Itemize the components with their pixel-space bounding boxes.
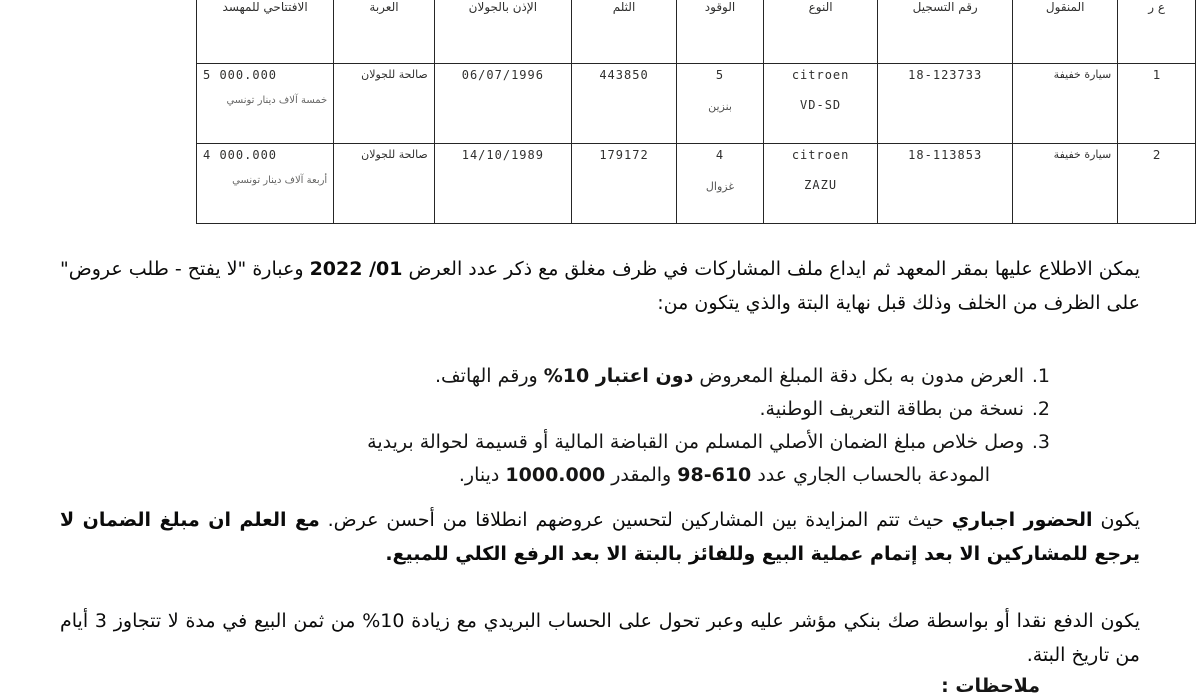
required-documents-list (50, 360, 1050, 492)
item-label: سيارة خفيفة (1053, 68, 1112, 81)
fuel-type: غزوال (705, 180, 735, 193)
opening-price: 4 000.000 (203, 148, 278, 162)
brand: citroen (791, 68, 850, 82)
circulation-date: 14/10/1989 (461, 148, 544, 162)
table-row (197, 144, 1196, 224)
fuel-type: بنزين (708, 100, 732, 113)
list-item (50, 393, 1050, 426)
list-text: المودعة بالحساب الجاري عدد (751, 464, 990, 486)
notes-heading: ملاحظات : (941, 675, 1040, 697)
paragraph-bold-text: مع العلم ان مبلغ الضمان لا يرجع للمشاركين الا بعد إتمام عملية البيع وللفائز بالبتة الا بعد الرفع الكلي للمبيع. (60, 509, 1140, 565)
row-number: 2 (1118, 144, 1196, 224)
header-cell: رقم التسجيل (878, 0, 1013, 64)
brand: citroen (791, 148, 850, 162)
item-cell (1013, 144, 1118, 224)
model: ZAZU (804, 178, 838, 192)
vehicle-status: صالحة للجولان (361, 148, 428, 161)
item-label: سيارة خفيفة (1053, 148, 1112, 161)
fuel-cell (677, 64, 764, 144)
list-item (50, 360, 1050, 393)
registration-cell (878, 144, 1013, 224)
row-number: 1 (1118, 64, 1196, 144)
paragraph-bold-text: الحضور اجباري (951, 509, 1093, 531)
header-cell: المنقول (1013, 0, 1118, 64)
header-cell: ع ر (1118, 0, 1196, 64)
registration-cell (878, 64, 1013, 144)
km-value: 179172 (599, 148, 649, 162)
status-cell (334, 144, 435, 224)
header-cell: الإذن بالجولان (434, 0, 571, 64)
paragraph-text: يكون (1092, 509, 1141, 531)
vehicles-table (196, 0, 1196, 224)
list-bold-text: دون اعتبار 10% (543, 365, 694, 387)
list-text: العرض مدون به بكل دقة المبلغ المعروض (693, 365, 1024, 387)
submission-paragraph (60, 252, 1140, 320)
header-cell: العربة (334, 0, 435, 64)
table-row (197, 64, 1196, 144)
account-number: 610-98 (677, 464, 752, 486)
price-cell (197, 144, 334, 224)
km-cell (571, 64, 676, 144)
paragraph-text: حيث تتم المزايدة بين المشاركين لتحسين عروضهم انطلاقا من أحسن عرض. (319, 509, 952, 531)
type-cell (763, 144, 877, 224)
header-cell: الثلم (571, 0, 676, 64)
price-in-words: خمسة آلاف دينار تونسي (226, 95, 328, 106)
item-cell (1013, 64, 1118, 144)
table-header-row (197, 0, 1196, 64)
fuel-count: 5 (715, 68, 725, 82)
paragraph-text: يمكن الاطلاع عليها بمقر المعهد ثم ايداع ملف المشاركات في ظرف مغلق مع ذكر عدد العرض (402, 258, 1140, 280)
header-cell: النوع (763, 0, 877, 64)
paragraph-text: يكون الدفع نقدا أو بواسطة صك بنكي مؤشر عليه وعبر تحول على الحساب البريدي مع زيادة 10% من ثمن البيع في مدة لا تتجاوز 3 أيام من تاريخ البتة. (60, 610, 1140, 666)
vehicle-status: صالحة للجولان (361, 68, 428, 81)
list-text: نسخة من بطاقة التعريف الوطنية. (759, 398, 1024, 420)
header-cell: الافتتاحي للمهسد (197, 0, 334, 64)
price-in-words: أربعة آلاف دينار تونسي (232, 175, 328, 186)
list-number: 3. (1031, 431, 1050, 453)
list-item (50, 426, 1050, 459)
list-number: 2. (1031, 398, 1050, 420)
km-value: 443850 (599, 68, 649, 82)
list-text: والمقدر (605, 464, 678, 486)
model: VD-SD (800, 98, 842, 112)
registration-number: 18-123733 (908, 68, 983, 82)
status-cell (334, 64, 435, 144)
offer-reference: 01/ 2022 (309, 258, 403, 280)
km-cell (571, 144, 676, 224)
circulation-date: 06/07/1996 (461, 68, 544, 82)
list-number: 1. (1031, 365, 1050, 387)
list-text: وصل خلاص مبلغ الضمان الأصلي المسلم من القباضة المالية أو قسيمة لحوالة بريدية (367, 431, 1024, 453)
date-cell (434, 144, 571, 224)
header-cell: الوقود (677, 0, 764, 64)
list-text: ورقم الهاتف. (434, 365, 544, 387)
list-item-continuation (50, 459, 1050, 492)
fuel-count: 4 (715, 148, 725, 162)
date-cell (434, 64, 571, 144)
payment-paragraph (60, 604, 1140, 672)
paragraph-text: وعبارة "لا يفتح - طلب عروض" على الظرف من الخلف وذلك قبل نهاية البتة والذي يتكون من: (60, 258, 1140, 314)
opening-price: 5 000.000 (203, 68, 278, 82)
registration-number: 18-113853 (908, 148, 983, 162)
type-cell (763, 64, 877, 144)
attendance-paragraph (60, 503, 1140, 571)
list-text: دينار. (458, 464, 506, 486)
fuel-cell (677, 144, 764, 224)
price-cell (197, 64, 334, 144)
guarantee-amount: 1000.000 (505, 464, 606, 486)
